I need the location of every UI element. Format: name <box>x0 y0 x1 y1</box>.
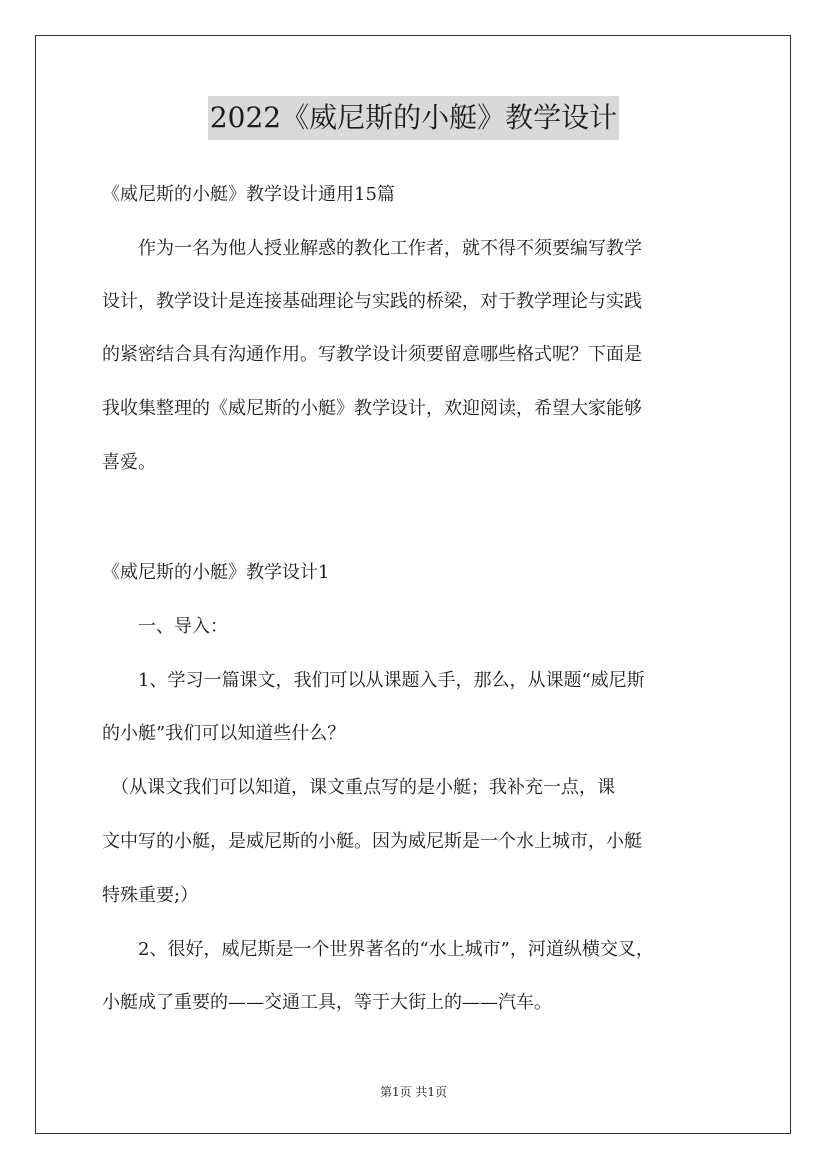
paragraph-line: 文中写的小艇，是威尼斯的小艇。因为威尼斯是一个水上城市，小艇 <box>102 831 642 852</box>
paragraph-line: 的小艇”我们可以知道些什么？ <box>102 723 346 744</box>
paragraph-line: 设计，教学设计是连接基础理论与实践的桥梁，对于教学理论与实践 <box>102 291 642 312</box>
paragraph-line: 2、很好，威尼斯是一个世界著名的“水上城市”，河道纵横交叉， <box>102 939 654 960</box>
page-number: 第1页 共1页 <box>379 1085 448 1099</box>
paragraph-line: 特殊重要;） <box>102 885 199 906</box>
paragraph-line: 1、学习一篇课文，我们可以从课题入手，那么，从课题“威尼斯 <box>102 670 645 691</box>
paragraph-line: 作为一名为他人授业解惑的教化工作者，就不得不须要编写教学 <box>102 238 642 259</box>
paragraph-line: 小艇成了重要的——交通工具，等于大街上的——汽车。 <box>102 992 552 1013</box>
document-title: 2022《威尼斯的小艇》教学设计 <box>208 96 619 140</box>
paragraph-line: （从课文我们可以知道，课文重点写的是小艇；我补充一点，课 <box>102 777 615 798</box>
paragraph-line: 我收集整理的《威尼斯的小艇》教学设计，欢迎阅读，希望大家能够 <box>102 398 642 419</box>
subtitle-line: 《威尼斯的小艇》教学设计通用15篇 <box>102 184 395 205</box>
paragraph-line: 的紧密结合具有沟通作用。写教学设计须要留意哪些格式呢？下面是 <box>102 344 642 365</box>
paragraph-line: 喜爱。 <box>102 452 156 473</box>
paragraph-line: 一、导入： <box>102 616 228 637</box>
title-container <box>0 96 827 140</box>
section-heading: 《威尼斯的小艇》教学设计1 <box>102 562 330 583</box>
